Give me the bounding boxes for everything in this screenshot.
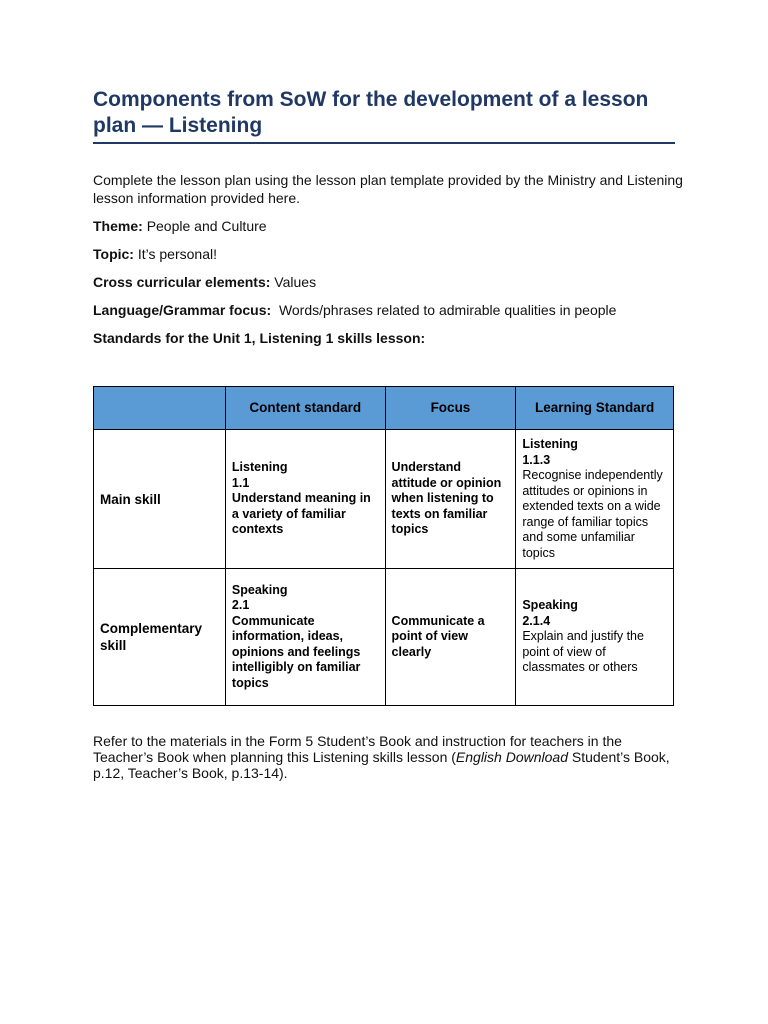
theme-label: Theme: — [93, 218, 143, 234]
table-header-learning-standard: Learning Standard — [516, 387, 674, 430]
table-header-content-standard: Content standard — [225, 387, 385, 430]
theme-line — [93, 217, 683, 235]
language-focus-value: Words/phrases related to admirable qualities in people — [278, 302, 617, 318]
row-skill-complementary: Complementary skill — [94, 569, 226, 706]
table-row — [94, 430, 674, 569]
table-row — [94, 569, 674, 706]
cell-content-standard — [225, 569, 385, 706]
standards-heading: Standards for the Unit 1, Listening 1 skills lesson: — [93, 330, 426, 346]
topic-label: Topic: — [93, 246, 134, 262]
learning-text: Explain and justify the point of view of classmates or others — [522, 629, 644, 675]
topic-value: It’s personal! — [137, 246, 217, 262]
standards-table — [93, 386, 674, 706]
cell-focus: Understand attitude or opinion when listening to texts on familiar topics — [385, 430, 516, 569]
content-code: 1.1 — [231, 475, 250, 490]
cell-content-standard — [225, 430, 385, 569]
cell-learning-standard — [516, 569, 674, 706]
content-text: Communicate information, ideas, opinions and feelings intelligibly on familiar topics — [231, 613, 361, 690]
content-code: 2.1 — [231, 598, 250, 613]
theme-value: People and Culture — [146, 218, 267, 234]
topic-line — [93, 245, 683, 263]
learning-text: Recognise independently attitudes or opinions in extended texts on a wide range of familiar topics and some unfamiliar topics — [522, 468, 663, 560]
cell-focus: Communicate a point of view clearly — [385, 569, 516, 706]
cell-learning-standard — [516, 430, 674, 569]
cross-curricular-value: Values — [274, 274, 317, 290]
reference-book-title: English Download — [455, 749, 568, 765]
reference-text-start: Refer to the materials in the Form 5 Student’s Book and instruction for teachers in the Teacher’s Book when planning this Listening skills lesson ( — [93, 733, 622, 765]
learning-area: Listening — [522, 437, 578, 451]
learning-code: 2.1.4 — [522, 613, 551, 628]
language-focus-line — [93, 301, 683, 319]
cross-curricular-label: Cross curricular elements: — [93, 274, 271, 290]
reference-text-end: Student’s Book, p.12, Teacher’s Book, p.13-14). — [93, 749, 670, 781]
language-focus-label: Language/Grammar focus: — [93, 302, 272, 318]
reference-paragraph — [93, 733, 673, 781]
content-area: Listening — [231, 460, 288, 475]
table-header-row — [94, 387, 674, 430]
cross-curricular-line — [93, 273, 683, 291]
learning-area: Speaking — [522, 598, 578, 613]
intro-paragraph: Complete the lesson plan using the lesson plan template provided by the Ministry and Listening lesson information provided here. — [93, 172, 683, 206]
content-area: Speaking — [231, 582, 288, 597]
table-header-blank — [94, 387, 226, 430]
content-text: Understand meaning in a variety of familiar contexts — [231, 491, 371, 537]
row-skill-main: Main skill — [94, 430, 226, 569]
learning-code: 1.1.3 — [522, 452, 551, 467]
table-header-focus: Focus — [385, 387, 516, 430]
page-title: Components from SoW for the development of a lesson plan — Listening — [93, 87, 675, 144]
